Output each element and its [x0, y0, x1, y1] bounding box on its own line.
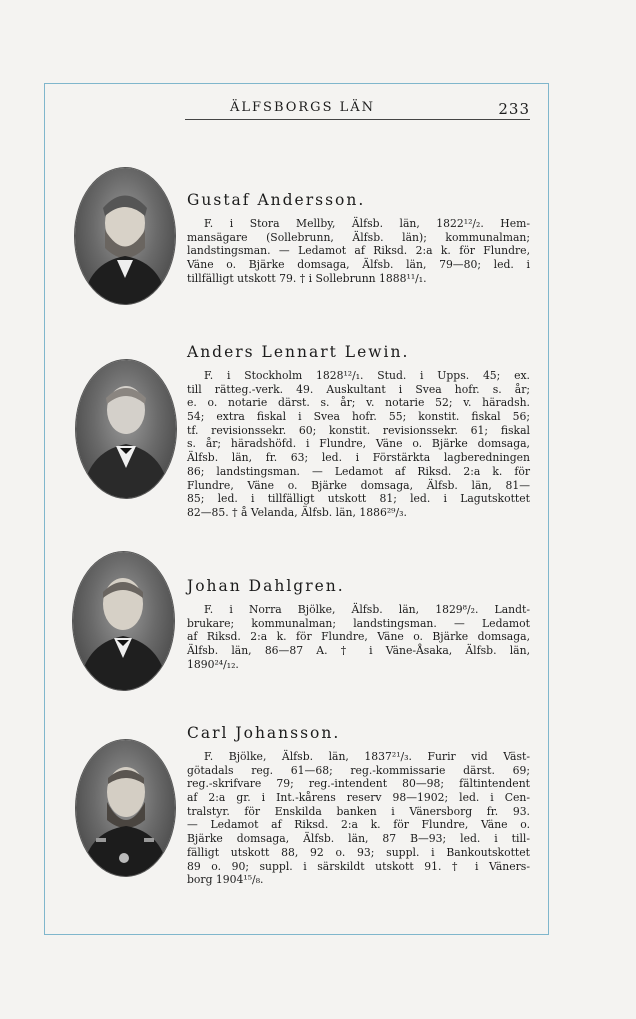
entry-line: Väne o. Bjärke domsaga, Älfsb. län, 79—80; led. i [187, 258, 530, 272]
entry-line: tillfälligt utskott 79. † i Sollebrunn 1888¹¹/₁. [187, 271, 427, 285]
running-title: ÄLFSBORGS LÄN [230, 100, 376, 115]
portrait-carl-johansson [76, 740, 175, 876]
entry-line: af 2:a gr. i Int.-kårens reserv 98—1902; led. i Cen- [187, 791, 530, 805]
entry-line: fälligt utskott 88, 92 o. 93; suppl. i Bankoutskottet [187, 845, 530, 859]
portrait-gustaf-andersson [75, 168, 175, 304]
entry-name: Carl Johansson. [187, 724, 341, 742]
entry-name: Gustaf Andersson. [187, 191, 366, 209]
entry-line: 89 o. 90; suppl. i särskildt utskott 91. † i Väners- [187, 859, 530, 873]
entry-line: F. i Norra Bjölke, Älfsb. län, 1829⁸/₂. Landt- [204, 603, 530, 616]
entry-line: reg.-skrifvare 79; reg.-intendent 80—98; fältintendent [187, 777, 530, 791]
page-number: 233 [498, 100, 530, 118]
entry-line: 86; landstingsman. — Ledamot af Riksd. 2:a k. för [187, 464, 530, 478]
entry-line: landstingsman. — Ledamot af Riksd. 2:a k. för Flundre, [187, 244, 530, 258]
entry-line: till rätteg.-verk. 49. Auskultant i Svea hofr. s. år; [187, 382, 530, 396]
entry-line: — Ledamot af Riksd. 2:a k. för Flundre, Väne o. [187, 818, 530, 832]
entry-johan-dahlgren [187, 577, 530, 671]
entry-line: götadals reg. 61—68; reg.-kommissarie därst. 69; [187, 763, 530, 777]
header-rule [185, 119, 530, 120]
entry-line: brukare; kommunalman; landstingsman. — Ledamot [187, 616, 530, 630]
portrait-johan-dahlgren [73, 552, 174, 690]
entry-line: 82—85. † å Velanda, Älfsb. län, 1886²⁹/₃. [187, 505, 407, 519]
entry-line: tf. revisionssekr. 60; konstit. revisionssekr. 61; fiskal [187, 423, 530, 437]
entry-name: Johan Dahlgren. [187, 577, 345, 595]
entry-anders-lennart-lewin [187, 343, 530, 520]
entry-gustaf-andersson [187, 191, 530, 285]
entry-line: tralstyr. för Enskilda banken i Vänersborg fr. 93. [187, 804, 530, 818]
entry-line: F. i Stockholm 1828¹²/₁. Stud. i Upps. 45; ex. [204, 369, 530, 382]
entry-name: Anders Lennart Lewin. [187, 343, 410, 361]
entry-line: borg 1904¹⁵/₈. [187, 873, 264, 887]
entry-line: F. Bjölke, Älfsb. län, 1837²¹/₃. Furir vid Väst- [204, 750, 530, 763]
entry-line: s. år; häradshöfd. i Flundre, Väne o. Bjärke domsaga, [187, 437, 530, 451]
entry-line: Älfsb. län, 86—87 A. † i Väne-Åsaka, Älfsb. län, [187, 644, 530, 658]
entry-line: Flundre, Väne o. Bjärke domsaga, Älfsb. län, 81— [187, 478, 530, 492]
entry-line: Bjärke domsaga, Älfsb. län, 87 B—93; led. i till- [187, 832, 530, 846]
entry-line: af Riksd. 2:a k. för Flundre, Väne o. Bjärke domsaga, [187, 630, 530, 644]
entry-line: mansägare (Sollebrunn, Älfsb. län); kommunalman; [187, 230, 530, 244]
entry-line: 54; extra fiskal i Svea hofr. 55; konstit. fiskal 56; [187, 410, 530, 424]
entry-line: 1890²⁴/₁₂. [187, 657, 239, 671]
entry-carl-johansson [187, 724, 530, 887]
entry-line: e. o. notarie därst. s. år; v. notarie 52; v. häradsh. [187, 396, 530, 410]
entry-line: Älfsb. län, fr. 63; led. i Förstärkta lagberedningen [187, 451, 530, 465]
entry-line: F. i Stora Mellby, Älfsb. län, 1822¹²/₂. Hem- [204, 217, 530, 230]
portrait-anders-lennart-lewin [76, 360, 176, 498]
entry-line: 85; led. i tillfälligt utskott 81; led. i Lagutskottet [187, 492, 530, 506]
